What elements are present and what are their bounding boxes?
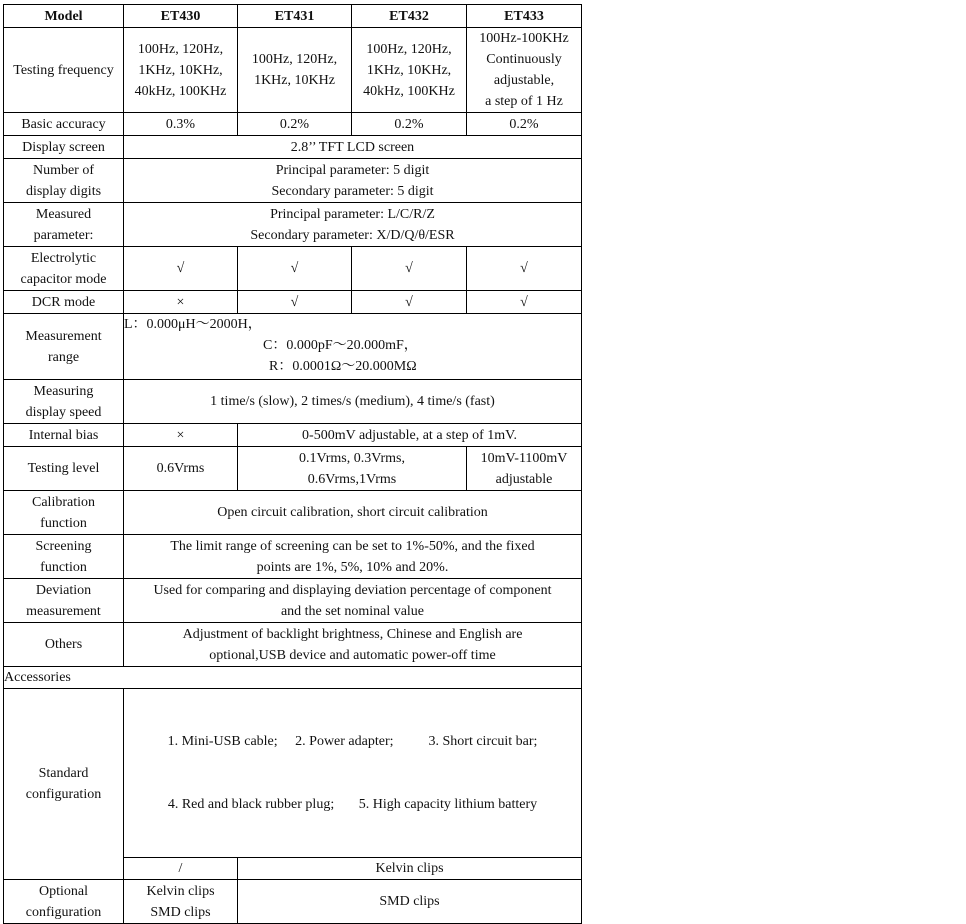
row-dcr-mode <box>4 291 582 314</box>
row-basic-accuracy <box>4 113 582 136</box>
label-display-digits: Number of display digits <box>4 159 124 203</box>
cell-accuracy-et432: 0.2% <box>352 113 467 136</box>
label-measurement-range: Measurement range <box>4 314 124 380</box>
cell-freq-et431: 100Hz, 120Hz, 1KHz, 10KHz <box>238 28 352 113</box>
cell-display-screen: 2.8’’ TFT LCD screen <box>124 136 582 159</box>
cell-display-digits: Principal parameter: 5 digit Secondary parameter: 5 digit <box>124 159 582 203</box>
label-testing-frequency: Testing frequency <box>4 28 124 113</box>
cell-level-et430: 0.6Vrms <box>124 447 238 491</box>
cell-freq-et432: 100Hz, 120Hz, 1KHz, 10KHz, 40kHz, 100KHz <box>352 28 467 113</box>
label-dcr-mode: DCR mode <box>4 291 124 314</box>
row-accessories <box>4 667 582 689</box>
cell-calibration: Open circuit calibration, short circuit calibration <box>124 491 582 535</box>
cell-measured-parameter: Principal parameter: L/C/R/Z Secondary parameter: X/D/Q/θ/ESR <box>124 203 582 247</box>
label-optional-configuration: Optional configuration <box>4 880 124 924</box>
cell-display-speed: 1 time/s (slow), 2 times/s (medium), 4 time/s (fast) <box>124 380 582 424</box>
row-optional-configuration <box>4 880 582 924</box>
label-measured-parameter: Measured parameter: <box>4 203 124 247</box>
label-internal-bias: Internal bias <box>4 424 124 447</box>
cell-measurement-range: L：0.000μH～2000H， C：0.000pF～20.000mF， R：0.0001Ω～20.000MΩ <box>124 314 582 380</box>
label-screening: Screening function <box>4 535 124 579</box>
cell-freq-et430: 100Hz, 120Hz, 1KHz, 10KHz, 40kHz, 100KHz <box>124 28 238 113</box>
label-display-screen: Display screen <box>4 136 124 159</box>
cell-level-et433: 10mV-1100mV adjustable <box>467 447 582 491</box>
cell-electrolytic-et430: √ <box>124 247 238 291</box>
row-measured-parameter <box>4 203 582 247</box>
cell-freq-et433: 100Hz-100KHz Continuously adjustable, a step of 1 Hz <box>467 28 582 113</box>
row-display-screen <box>4 136 582 159</box>
cell-dcr-et431: √ <box>238 291 352 314</box>
row-electrolytic-mode <box>4 247 582 291</box>
label-accessories: Accessories <box>4 667 582 689</box>
cell-accuracy-et433: 0.2% <box>467 113 582 136</box>
cell-optional-others: SMD clips <box>238 880 582 924</box>
spec-table <box>3 4 582 924</box>
cell-screening: The limit range of screening can be set to 1%-50%, and the fixed points are 1%, 5%, 10% and 20%. <box>124 535 582 579</box>
cell-bias-others: 0-500mV adjustable, at a step of 1mV. <box>238 424 582 447</box>
label-deviation: Deviation measurement <box>4 579 124 623</box>
row-display-digits <box>4 159 582 203</box>
row-testing-level <box>4 447 582 491</box>
cell-accuracy-et430: 0.3% <box>124 113 238 136</box>
label-basic-accuracy: Basic accuracy <box>4 113 124 136</box>
label-electrolytic-mode: Electrolytic capacitor mode <box>4 247 124 291</box>
row-screening <box>4 535 582 579</box>
cell-others: Adjustment of backlight brightness, Chinese and English are optional,USB device and automatic power-off time <box>124 623 582 667</box>
row-deviation <box>4 579 582 623</box>
label-display-speed: Measuring display speed <box>4 380 124 424</box>
label-testing-level: Testing level <box>4 447 124 491</box>
cell-optional-et430: Kelvin clips SMD clips <box>124 880 238 924</box>
label-standard-configuration: Standard configuration <box>4 689 124 880</box>
cell-dcr-et433: √ <box>467 291 582 314</box>
cell-standard-config-common: 1. Mini-USB cable; 2. Power adapter; 3. Short circuit bar; 4. Red and black rubber plug; 5. High capacity lithium battery <box>124 689 582 858</box>
cell-dcr-et432: √ <box>352 291 467 314</box>
cell-bias-et430: × <box>124 424 238 447</box>
header-et432: ET432 <box>352 5 467 28</box>
row-internal-bias <box>4 424 582 447</box>
header-et430: ET430 <box>124 5 238 28</box>
header-et433: ET433 <box>467 5 582 28</box>
row-display-speed <box>4 380 582 424</box>
label-others: Others <box>4 623 124 667</box>
label-calibration: Calibration function <box>4 491 124 535</box>
cell-deviation: Used for comparing and displaying deviation percentage of component and the set nominal value <box>124 579 582 623</box>
row-others <box>4 623 582 667</box>
header-et431: ET431 <box>238 5 352 28</box>
row-measurement-range <box>4 314 582 380</box>
cell-level-et431-432: 0.1Vrms, 0.3Vrms, 0.6Vrms,1Vrms <box>238 447 467 491</box>
cell-standard-config-others: Kelvin clips <box>238 858 582 880</box>
row-calibration <box>4 491 582 535</box>
cell-dcr-et430: × <box>124 291 238 314</box>
row-standard-config-common <box>4 689 582 858</box>
cell-electrolytic-et433: √ <box>467 247 582 291</box>
cell-standard-config-et430: / <box>124 858 238 880</box>
cell-electrolytic-et432: √ <box>352 247 467 291</box>
header-row <box>4 5 582 28</box>
row-testing-frequency <box>4 28 582 113</box>
header-model: Model <box>4 5 124 28</box>
cell-electrolytic-et431: √ <box>238 247 352 291</box>
cell-accuracy-et431: 0.2% <box>238 113 352 136</box>
